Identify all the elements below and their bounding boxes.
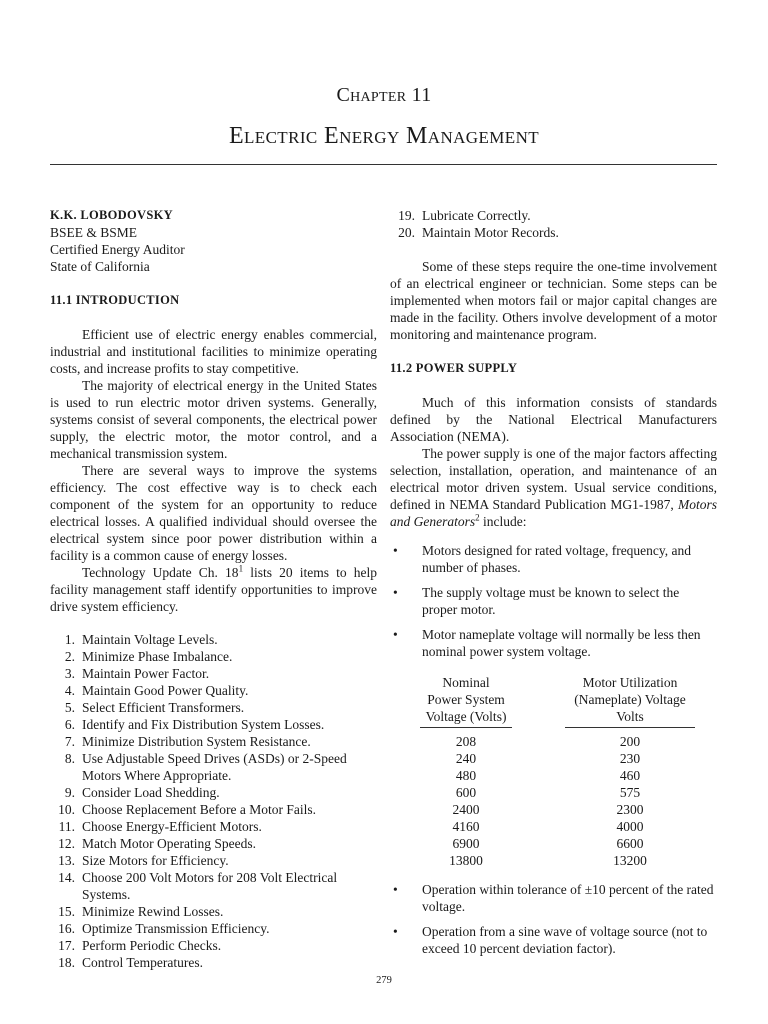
- list-text: Match Motor Operating Speeds.: [82, 836, 256, 851]
- list-text: Optimize Transmission Efficiency.: [82, 921, 270, 936]
- list-number: 19.: [398, 208, 415, 223]
- list-item: [50, 784, 377, 801]
- list-item: [50, 733, 377, 750]
- list-item: [50, 869, 377, 903]
- list-text: Lubricate Correctly.: [422, 208, 531, 223]
- table-cell: 208: [455, 734, 477, 749]
- author-name: K.K. LOBODOVSKY: [50, 208, 173, 222]
- author-location: State of California: [50, 259, 150, 274]
- bullet-icon: •: [393, 924, 398, 939]
- service-conditions-list-continued: [390, 881, 717, 957]
- table-cell: 4160: [452, 819, 480, 834]
- footnote-ref-1[interactable]: 1: [238, 563, 244, 574]
- list-item: [50, 835, 377, 852]
- list-text: Minimize Distribution System Resistance.: [82, 734, 311, 749]
- list-item: [50, 699, 377, 716]
- list-item: [50, 682, 377, 699]
- table-cell: 600: [455, 785, 477, 800]
- header-line: (Nameplate) Voltage: [574, 692, 686, 707]
- header-line: Nominal: [442, 675, 490, 690]
- list-number: 1.: [64, 632, 75, 647]
- power-paragraph-2-text-cont: include:: [479, 514, 527, 529]
- list-number: 15.: [58, 904, 75, 919]
- steps-followup-paragraph: Some of these steps require the one-time involvement of an electrical engineer or technician. Some steps can be implemented when motors fail or major capital changes are made in the facility. Others involve development of a motor monitoring and maintenance program.: [390, 259, 717, 342]
- list-text: Operation from a sine wave of voltage source (not to exceed 10 percent deviation factor).: [422, 924, 708, 956]
- voltage-table: [390, 674, 717, 869]
- list-text: Maintain Good Power Quality.: [82, 683, 249, 698]
- list-text: Maintain Voltage Levels.: [82, 632, 218, 647]
- bullet-icon: •: [393, 882, 398, 897]
- service-conditions-list: [390, 542, 717, 660]
- list-item: [50, 852, 377, 869]
- list-text: The supply voltage must be known to select the proper motor.: [422, 585, 680, 617]
- list-text: Maintain Motor Records.: [422, 225, 559, 240]
- list-number: 12.: [58, 836, 75, 851]
- table-cell: 6900: [452, 836, 480, 851]
- list-text: Consider Load Shedding.: [82, 785, 220, 800]
- intro-paragraph-1: Efficient use of electric energy enables commercial, industrial and institutional facilities to minimize operating costs, and increase profits to stay competitive.: [50, 327, 377, 376]
- list-text: Motors designed for rated voltage, frequency, and number of phases.: [422, 543, 692, 575]
- list-item: [50, 920, 377, 937]
- table-cell: 6600: [616, 836, 644, 851]
- header-line: Voltage (Volts): [425, 709, 507, 724]
- list-item: [390, 923, 717, 957]
- table-cell: 2300: [616, 802, 644, 817]
- chapter-label: Chapter 11: [336, 84, 432, 106]
- nominal-voltage-column: [420, 674, 512, 869]
- list-item: [50, 801, 377, 818]
- list-item: [50, 665, 377, 682]
- list-number: 13.: [58, 853, 75, 868]
- list-item: [50, 954, 377, 971]
- motor-voltage-column: [565, 674, 695, 869]
- list-number: 20.: [398, 225, 415, 240]
- list-item: [390, 207, 717, 224]
- nominal-voltage-header: [420, 674, 512, 728]
- motor-voltage-header: [565, 674, 695, 728]
- list-text: Perform Periodic Checks.: [82, 938, 222, 953]
- intro-paragraph-2: The majority of electrical energy in the United States is used to run electric motor driven systems. Generally, systems consist of several components, the electrical power supply, the electric motor, the motor control, and a mechanical transmission system.: [50, 378, 377, 461]
- section-heading-power-supply: 11.2 POWER SUPPLY: [390, 361, 518, 375]
- list-item: [50, 818, 377, 835]
- author-credential: Certified Energy Auditor: [50, 242, 185, 257]
- header-line: Power System: [427, 692, 505, 707]
- author-degrees: BSEE & BSME: [50, 225, 138, 240]
- power-paragraph-1: Much of this information consists of standards defined by the National Electrical Manufacturers Association (NEMA).: [390, 395, 717, 444]
- list-text: Motor nameplate voltage will normally be less then nominal power system voltage.: [422, 627, 701, 659]
- list-number: 8.: [64, 751, 75, 766]
- list-item: [50, 648, 377, 665]
- list-text: Operation within tolerance of ±10 percent of the rated voltage.: [422, 882, 714, 914]
- list-item: [390, 881, 717, 915]
- list-item: [50, 750, 377, 784]
- header-line: Volts: [616, 709, 644, 724]
- list-number: 16.: [58, 921, 75, 936]
- list-item: [50, 716, 377, 733]
- list-number: 2.: [64, 649, 75, 664]
- table-cell: 13800: [449, 853, 483, 868]
- intro-paragraph-4-text-cont: lists 20 items to help facility management staff identify opportunities to improve drive system efficiency.: [50, 565, 377, 614]
- intro-paragraph-4: [50, 564, 377, 615]
- list-number: 4.: [64, 683, 75, 698]
- power-paragraph-2-text: The power supply is one of the major factors affecting selection, installation, operation, and maintenance of an electrical motor driven system. Usual service conditions, defined in NEMA Standard Publication MG1-1987,: [390, 446, 717, 512]
- header-line: Motor Utilization: [582, 675, 678, 690]
- author-block: [50, 207, 377, 275]
- list-number: 9.: [64, 785, 75, 800]
- list-text: Select Efficient Transformers.: [82, 700, 245, 715]
- intro-paragraph-4-text: Technology Update Ch. 18: [82, 565, 239, 580]
- table-cell: 480: [455, 768, 477, 783]
- power-paragraph-2: [390, 445, 717, 530]
- title-rule: [50, 164, 717, 165]
- list-item: [390, 542, 717, 576]
- left-column: [50, 207, 377, 971]
- list-text: Maintain Power Factor.: [82, 666, 210, 681]
- page-number: 279: [376, 975, 392, 986]
- steps-list: [50, 631, 377, 971]
- table-cell: 200: [619, 734, 641, 749]
- table-cell: 4000: [616, 819, 644, 834]
- list-item: [390, 584, 717, 618]
- chapter-title: Electric Energy Management: [228, 123, 540, 149]
- list-text: Minimize Rewind Losses.: [82, 904, 224, 919]
- table-cell: 13200: [613, 853, 647, 868]
- bullet-icon: •: [393, 627, 398, 642]
- list-text: Use Adjustable Speed Drives (ASDs) or 2-Speed Motors Where Appropriate.: [82, 751, 347, 783]
- right-column: [390, 207, 717, 965]
- list-item: [390, 626, 717, 660]
- table-cell: 2400: [452, 802, 480, 817]
- list-number: 7.: [64, 734, 75, 749]
- bullet-icon: •: [393, 543, 398, 558]
- list-text: Minimize Phase Imbalance.: [82, 649, 233, 664]
- list-text: Choose Energy-Efficient Motors.: [82, 819, 262, 834]
- section-heading-introduction: 11.1 INTRODUCTION: [50, 293, 180, 307]
- list-item: [50, 903, 377, 920]
- list-item: [390, 224, 717, 241]
- list-text: Choose 200 Volt Motors for 208 Volt Electrical Systems.: [82, 870, 338, 902]
- list-number: 10.: [58, 802, 75, 817]
- list-number: 11.: [58, 819, 75, 834]
- list-text: Identify and Fix Distribution System Losses.: [82, 717, 325, 732]
- footnote-ref-2[interactable]: 2: [475, 512, 480, 523]
- intro-paragraph-3: There are several ways to improve the systems efficiency. The cost effective way is to check each component of the system for an opportunity to reduce electrical losses. A qualified individual should oversee the electrical system since poor power distribution within a facility is a common cause of energy losses.: [50, 463, 377, 563]
- publication-title: Motors and Generators: [390, 497, 717, 529]
- list-item: [50, 937, 377, 954]
- list-item: [50, 631, 377, 648]
- list-number: 18.: [58, 955, 75, 970]
- list-number: 14.: [58, 870, 75, 885]
- table-cell: 240: [455, 751, 477, 766]
- list-number: 3.: [64, 666, 75, 681]
- steps-list-continued: [390, 207, 717, 241]
- bullet-icon: •: [393, 585, 398, 600]
- list-number: 6.: [64, 717, 75, 732]
- list-text: Control Temperatures.: [82, 955, 204, 970]
- list-number: 17.: [58, 938, 75, 953]
- list-text: Size Motors for Efficiency.: [82, 853, 229, 868]
- table-cell: 460: [619, 768, 641, 783]
- list-number: 5.: [64, 700, 75, 715]
- table-cell: 230: [619, 751, 641, 766]
- table-cell: 575: [619, 785, 641, 800]
- list-text: Choose Replacement Before a Motor Fails.: [82, 802, 316, 817]
